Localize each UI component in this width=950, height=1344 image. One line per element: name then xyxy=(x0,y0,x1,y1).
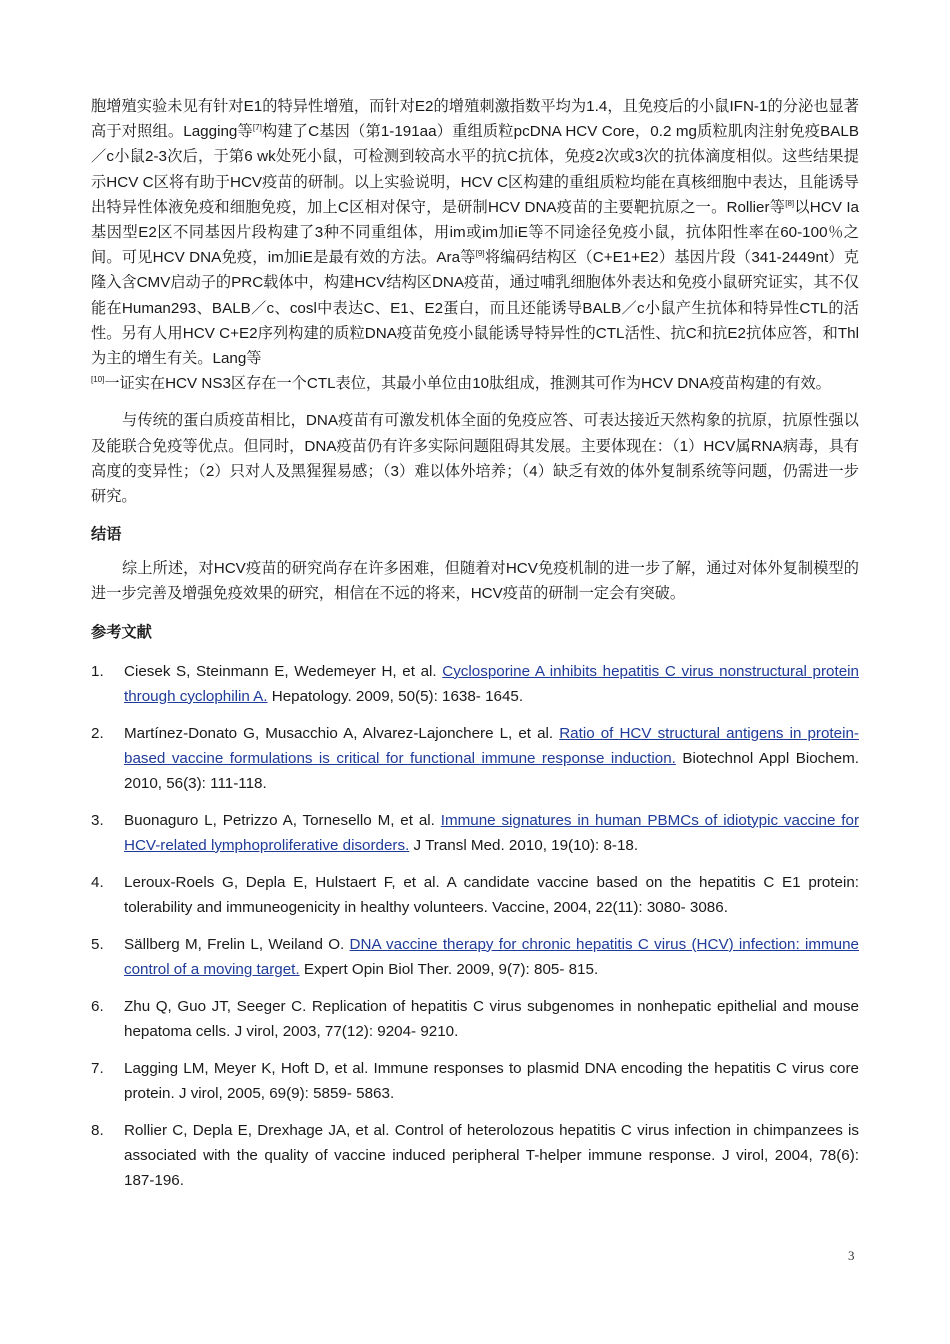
citation-8[interactable]: [8] xyxy=(785,198,795,208)
reference-number: 5. xyxy=(91,935,104,953)
reference-item xyxy=(91,808,859,858)
reference-authors: Martínez-Donato G, Musacchio A, Alvarez-Lajonchere L, et al. xyxy=(124,724,560,742)
reference-text: Lagging LM, Meyer K, Hoft D, et al. Immune responses to plasmid DNA encoding the hepatitis C virus core protein. J virol, 2005, 69(9): 5859- 5863. xyxy=(124,1059,859,1102)
reference-item xyxy=(91,932,859,982)
reference-source: Hepatology. 2009, 50(5): 1638- 1645. xyxy=(267,687,524,705)
reference-item xyxy=(91,870,859,920)
reference-title-link[interactable]: Immune signatures in human PBMCs of idiotypic vaccine for HCV-related lymphoproliferative disorders. xyxy=(124,811,859,854)
page-number: 3 xyxy=(848,1248,855,1263)
reference-text: Leroux-Roels G, Depla E, Hulstaert F, et al. A candidate vaccine based on the hepatitis C E1 protein: tolerability and immuneogenicity in healthy volunteers. Vaccine, 2004, 22(11): 3080- 3086. xyxy=(124,873,859,916)
references-heading: 参考文献 xyxy=(91,623,152,641)
reference-authors: Sällberg M, Frelin L, Weiland O. xyxy=(124,935,350,953)
reference-list xyxy=(91,659,859,1193)
reference-text: Rollier C, Depla E, Drexhage JA, et al. Control of heterolozous hepatitis C virus infection in chimpanzees is associated with the quality of vaccine induced peripheral T-helper immune response. J virol, 2004, 78(6): 187-196. xyxy=(124,1121,859,1189)
reference-title-link[interactable]: Cyclosporine A inhibits hepatitis C virus nonstructural protein through cyclophilin A. xyxy=(124,662,859,705)
body-paragraph-1 xyxy=(91,94,859,396)
reference-item xyxy=(91,1118,859,1193)
reference-number: 2. xyxy=(91,724,104,742)
conclusion-heading: 结语 xyxy=(91,526,122,544)
reference-source: J Transl Med. 2010, 19(10): 8-18. xyxy=(409,836,639,854)
reference-item xyxy=(91,994,859,1044)
reference-source: Expert Opin Biol Ther. 2009, 9(7): 805- 815. xyxy=(299,960,599,978)
reference-title-link[interactable]: DNA vaccine therapy for chronic hepatitis C virus (HCV) infection: immune control of a moving target. xyxy=(124,935,859,978)
citation-9[interactable]: [9] xyxy=(475,249,485,259)
reference-item xyxy=(91,1056,859,1106)
p1-text-a: 胞增殖实验未见有针对E1的特异性增殖，而针对E2的增殖刺激指数平均为1.4，且免疫后的小鼠IFN-1的分泌也显著高于对照组。Lagging等 xyxy=(91,98,859,141)
p1-text-b: 构建了C基因（第1-191aa）重组质粒pcDNA HCV Core，0.2 mg质粒肌肉注射免疫BALB／c小鼠2-3次后，于第6 wk处死小鼠，可检测到较高水平的抗C抗体，免疫2次或3次的抗体滴度相似。这些结果提示HCV C区将有助于HCV疫苗的研制。以上实验说明，HCV C区构建的重组质粒均能在真核细胞中表达，且能诱导出特异性体液免疫和细胞免疫，加上C区相对保守，是研制HCV DNA疫苗的主要靶抗原之一。Rollier等 xyxy=(91,123,859,216)
reference-number: 1. xyxy=(91,662,104,680)
conclusion-paragraph: 综上所述，对HCV疫苗的研究尚存在许多困难，但随着对HCV免疫机制的进一步了解，通过对体外复制模型的进一步完善及增强免疫效果的研究，相信在不远的将来，HCV疫苗的研制一定会有突破。 xyxy=(91,560,859,603)
reference-authors: Buonaguro L, Petrizzo A, Tornesello M, et al. xyxy=(124,811,441,829)
reference-number: 4. xyxy=(91,873,104,891)
body-paragraph-2: 与传统的蛋白质疫苗相比，DNA疫苗有可激发机体全面的免疫应答、可表达接近天然构象的抗原，抗原性强以及能联合免疫等优点。但同时，DNA疫苗仍有许多实际问题阻碍其发展。主要体现在：（1）HCV属RNA病毒，具有高度的变异性；（2）只对人及黑猩猩易感；（3）难以体外培养；（4）缺乏有效的体外复制系统等问题，仍需进一步研究。 xyxy=(91,412,859,506)
reference-item xyxy=(91,721,859,796)
p1-text-c: 以HCV Ia基因型E2区不同基因片段构建了3种不同重组体，用im或im加iE等不同途径免疫小鼠，抗体阳性率在60-100％之间。可见HCV DNA免疫，im加iE是最有效的方法。Ara等 xyxy=(91,198,859,267)
citation-7[interactable]: [7] xyxy=(252,123,262,133)
reference-number: 3. xyxy=(91,811,104,829)
page-content xyxy=(91,94,859,1205)
p1-text-d: 将编码结构区（C+E1+E2）基因片段（341-2449nt）克隆入含CMV启动子的PRC载体中，构建HCV结构区DNA疫苗，通过哺乳细胞体外表达和免疫小鼠研究证实，其不仅能在Human293、BALB／c、cosl中表达C、E1、E2蛋白，而且还能诱导BALB／c小鼠产生抗体和特异性CTL的活性。另有人用HCV C+E2序列构建的质粒DNA疫苗免疫小鼠能诱导特异性的CTL活性、抗C和抗E2抗体应答，和Thl为主的增生有关。Lang等 xyxy=(91,249,859,368)
reference-item xyxy=(91,659,859,709)
reference-number: 7. xyxy=(91,1059,104,1077)
reference-number: 6. xyxy=(91,997,104,1015)
reference-title-link[interactable]: Ratio of HCV structural antigens in protein-based vaccine formulations is critical for functional immune response induction. xyxy=(124,724,859,767)
p1-text-e: 一证实在HCV NS3区存在一个CTL表位，其最小单位由10肽组成，推测其可作为HCV DNA疫苗构建的有效。 xyxy=(104,375,831,393)
reference-source: Biotechnol Appl Biochem. 2010, 56(3): 111-118. xyxy=(124,749,860,792)
reference-text: Zhu Q, Guo JT, Seeger C. Replication of hepatitis C virus subgenomes in nonhepatic epithelial and mouse hepatoma cells. J virol, 2003, 77(12): 9204- 9210. xyxy=(124,997,859,1040)
reference-number: 8. xyxy=(91,1121,104,1139)
reference-authors: Ciesek S, Steinmann E, Wedemeyer H, et al. xyxy=(124,662,443,680)
citation-10[interactable]: [10] xyxy=(91,375,105,385)
